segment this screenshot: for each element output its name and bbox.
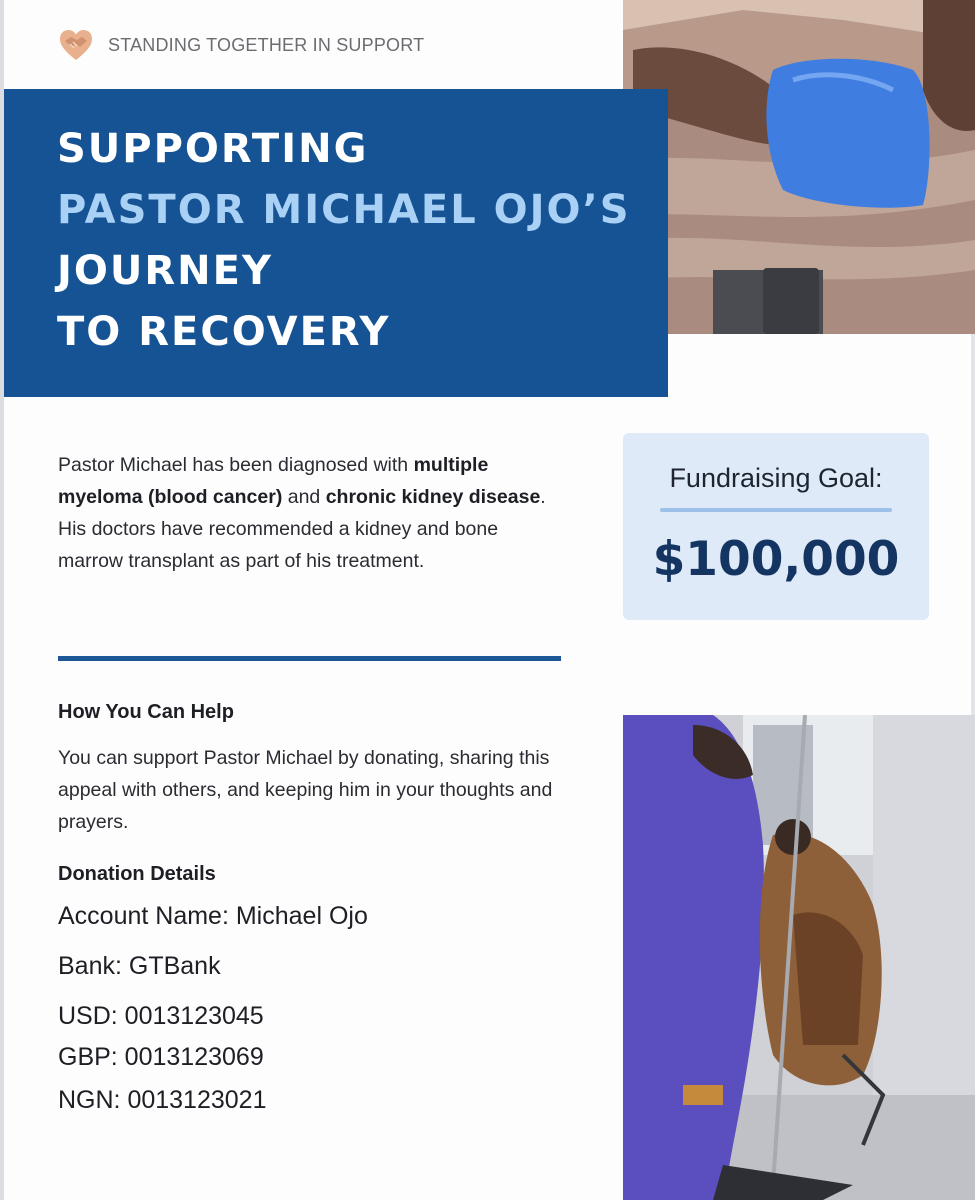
goal-amount: $100,000 <box>652 532 900 587</box>
intro-bold-1: multiple myeloma (blood cancer) <box>58 454 489 508</box>
intro-bold-2: chronic kidney disease <box>325 486 541 508</box>
section-divider <box>58 656 561 661</box>
hero-title <box>57 119 631 363</box>
hero-title-line-2: PASTOR MICHAEL OJO’S <box>57 187 631 233</box>
hospital-care-illustration <box>623 715 975 1200</box>
header-tagline: STANDING TOGETHER IN SUPPORT <box>108 34 425 55</box>
donation-heading: Donation Details <box>58 863 216 885</box>
ngn-account: NGN: 0013123021 <box>58 1086 267 1114</box>
hero-title-line-3: JOURNEY <box>57 248 273 294</box>
goal-label: Fundraising Goal: <box>669 463 883 493</box>
account-name: Account Name: Michael Ojo <box>58 902 368 930</box>
help-heading: How You Can Help <box>58 701 234 723</box>
intro-text-2: and <box>282 486 326 508</box>
hospital-care-photo <box>623 715 975 1200</box>
intro-text-3: . His doctors have recommended a kidney and bone marrow transplant as part of his treatment. <box>58 486 546 572</box>
gbp-account: GBP: 0013123069 <box>58 1043 264 1071</box>
hero-title-line-1: SUPPORTING <box>57 126 369 172</box>
intro-paragraph <box>58 449 558 577</box>
patient-in-bed-photo <box>623 0 975 334</box>
usd-account: USD: 0013123045 <box>58 1002 264 1030</box>
heart-handshake-icon <box>58 28 94 62</box>
patient-in-bed-illustration <box>623 0 975 334</box>
hero-title-line-4: TO RECOVERY <box>57 309 391 355</box>
bank-name: Bank: GTBank <box>58 952 221 980</box>
brand-header <box>58 28 424 62</box>
hero-banner <box>4 89 668 397</box>
help-paragraph: You can support Pastor Michael by donating, sharing this appeal with others, and keeping him in your thoughts and prayers. <box>58 747 553 833</box>
goal-divider <box>660 508 892 512</box>
fundraising-goal-box <box>623 433 929 620</box>
intro-text-1: Pastor Michael has been diagnosed with <box>58 454 414 476</box>
